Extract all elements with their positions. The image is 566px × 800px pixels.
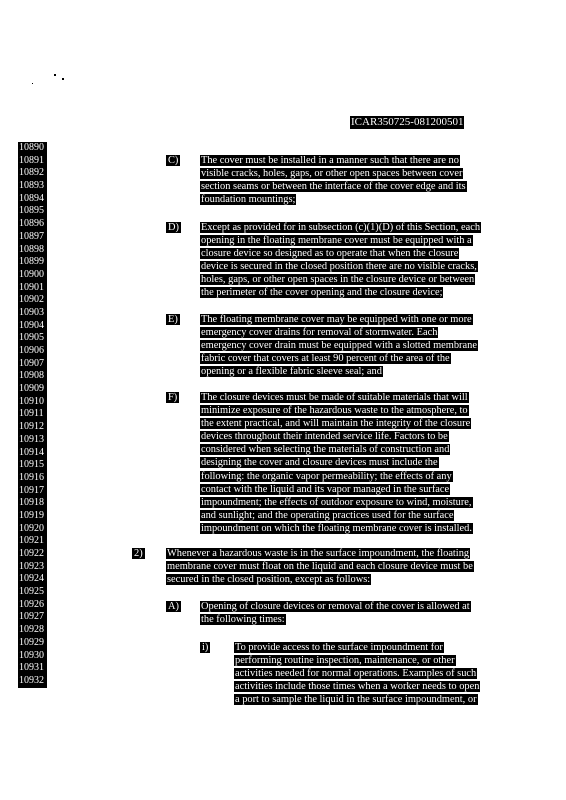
text-line: The floating membrane cover may be equipped with one or more <box>201 314 472 325</box>
line-number: 10923 <box>18 561 50 574</box>
paragraph-d <box>200 221 481 300</box>
text-line: section seams or between the interface of the cover edge and its <box>201 181 466 193</box>
line-number: 10901 <box>18 282 50 295</box>
line-number: 10920 <box>18 523 50 536</box>
text-line: and sunlight; and the operating practices used for the surface <box>201 509 454 521</box>
line-number: 10907 <box>18 358 50 371</box>
paragraph-marker-d: D) <box>168 222 179 233</box>
line-number: 10892 <box>18 167 50 180</box>
text-line: The closure devices must be made of suitable materials that will <box>201 392 468 403</box>
paragraph-e <box>200 313 478 378</box>
text-line: devices throughout their intended service life. Factors to be <box>201 431 448 443</box>
line-number: 10914 <box>18 447 50 460</box>
text-line: secured in the closed position, except as follows: <box>167 574 371 586</box>
line-number: 10906 <box>18 345 50 358</box>
line-number: 10903 <box>18 307 50 320</box>
text-line: performing routine inspection, maintenance, or other <box>235 655 455 667</box>
text-line: device is secured in the closed position there are no visible cracks, <box>201 261 477 273</box>
line-number: 10929 <box>18 637 50 650</box>
line-number: 10932 <box>18 675 50 688</box>
paragraph-marker-c: C) <box>168 155 179 166</box>
line-number: 10900 <box>18 269 50 282</box>
paragraph-a <box>200 600 471 626</box>
text-line: membrane cover must float on the liquid and each closure device must be <box>167 561 473 573</box>
paragraph-2 <box>166 547 474 586</box>
text-line: activities needed for normal operations. Examples of such <box>235 668 477 680</box>
scan-speck <box>62 78 64 80</box>
text-line: closure device so designed as to operate that when the closure <box>201 248 459 260</box>
text-line: designing the cover and closure devices must include the <box>201 457 438 469</box>
line-number: 10898 <box>18 244 50 257</box>
line-number: 10918 <box>18 497 50 510</box>
line-number: 10913 <box>18 434 50 447</box>
paragraph-marker-e: E) <box>168 314 178 325</box>
text-line: activities include those times when a worker needs to open <box>235 681 480 693</box>
line-number: 10890 <box>18 142 50 155</box>
text-line: The cover must be installed in a manner such that there are no <box>201 155 459 166</box>
paragraph-marker-f: F) <box>168 392 178 403</box>
text-line: fabric cover that covers at least 90 percent of the area of the <box>201 353 450 365</box>
text-line: the perimeter of the cover opening and the closure device; <box>201 287 443 299</box>
line-number: 10909 <box>18 383 50 396</box>
line-number: 10902 <box>18 294 50 307</box>
paragraph-i <box>234 641 480 706</box>
scan-speck <box>54 74 56 76</box>
text-line: Except as provided for in subsection (c)(1)(D) of this Section, each <box>201 222 481 233</box>
document-id: ICAR350725-081200501 <box>351 116 464 128</box>
text-line: impoundment; the effects of outdoor exposure to wind, moisture, <box>201 496 472 508</box>
line-number: 10904 <box>18 320 50 333</box>
text-line: emergency cover drains for removal of stormwater. Each <box>201 327 438 339</box>
line-number: 10912 <box>18 421 50 434</box>
text-line: visible cracks, holes, gaps, or other open spaces between cover <box>201 168 463 180</box>
text-line: emergency cover drain must be equipped with a slotted membrane <box>201 340 477 352</box>
line-number: 10919 <box>18 510 50 523</box>
paragraph-marker-i: i) <box>202 642 209 653</box>
text-line: the following times: <box>201 614 285 626</box>
line-number: 10905 <box>18 332 50 345</box>
line-number: 10921 <box>18 535 50 548</box>
line-number: 10894 <box>18 193 50 206</box>
line-number: 10917 <box>18 485 50 498</box>
line-number-column <box>18 142 50 688</box>
text-line: Whenever a hazardous waste is in the surface impoundment, the floating <box>167 548 470 559</box>
text-line: opening or a flexible fabric sleeve seal; and <box>201 366 382 378</box>
line-number: 10927 <box>18 611 50 624</box>
line-number: 10922 <box>18 548 50 561</box>
text-line: holes, gaps, or other open spaces in the closure device or between <box>201 274 475 286</box>
line-number: 10899 <box>18 256 50 269</box>
line-number: 10928 <box>18 624 50 637</box>
text-line: Opening of closure devices or removal of the cover is allowed at <box>201 601 470 612</box>
line-number: 10908 <box>18 370 50 383</box>
line-number: 10926 <box>18 599 50 612</box>
line-number: 10910 <box>18 396 50 409</box>
line-number: 10930 <box>18 650 50 663</box>
paragraph-f <box>200 391 473 535</box>
text-line: impoundment on which the floating membrane cover is installed. <box>201 522 472 534</box>
text-line: contact with the liquid and its vapor managed in the surface <box>201 483 450 495</box>
line-number: 10931 <box>18 662 50 675</box>
line-number: 10911 <box>18 408 50 421</box>
text-line: following: the organic vapor permeability; the effects of any <box>201 470 452 482</box>
text-line: the extent practical, and will maintain the integrity of the closure <box>201 418 471 430</box>
line-number: 10915 <box>18 459 50 472</box>
line-number: 10895 <box>18 205 50 218</box>
paragraph-marker-a: A) <box>168 601 179 612</box>
line-number: 10893 <box>18 180 50 193</box>
scan-speck <box>32 83 33 84</box>
text-line: a port to sample the liquid in the surface impoundment, or <box>235 694 477 706</box>
text-line: foundation mountings; <box>201 194 296 206</box>
paragraph-marker-2: 2) <box>134 548 143 559</box>
line-number: 10916 <box>18 472 50 485</box>
text-line: minimize exposure of the hazardous waste to the atmosphere, to <box>201 405 468 417</box>
line-number: 10896 <box>18 218 50 231</box>
line-number: 10897 <box>18 231 50 244</box>
text-line: To provide access to the surface impoundment for <box>235 642 443 653</box>
paragraph-c <box>200 154 467 206</box>
line-number: 10925 <box>18 586 50 599</box>
text-line: considered when selecting the materials of construction and <box>201 444 450 456</box>
text-line: opening in the floating membrane cover must be equipped with a <box>201 235 472 247</box>
line-number: 10891 <box>18 155 50 168</box>
line-number: 10924 <box>18 573 50 586</box>
